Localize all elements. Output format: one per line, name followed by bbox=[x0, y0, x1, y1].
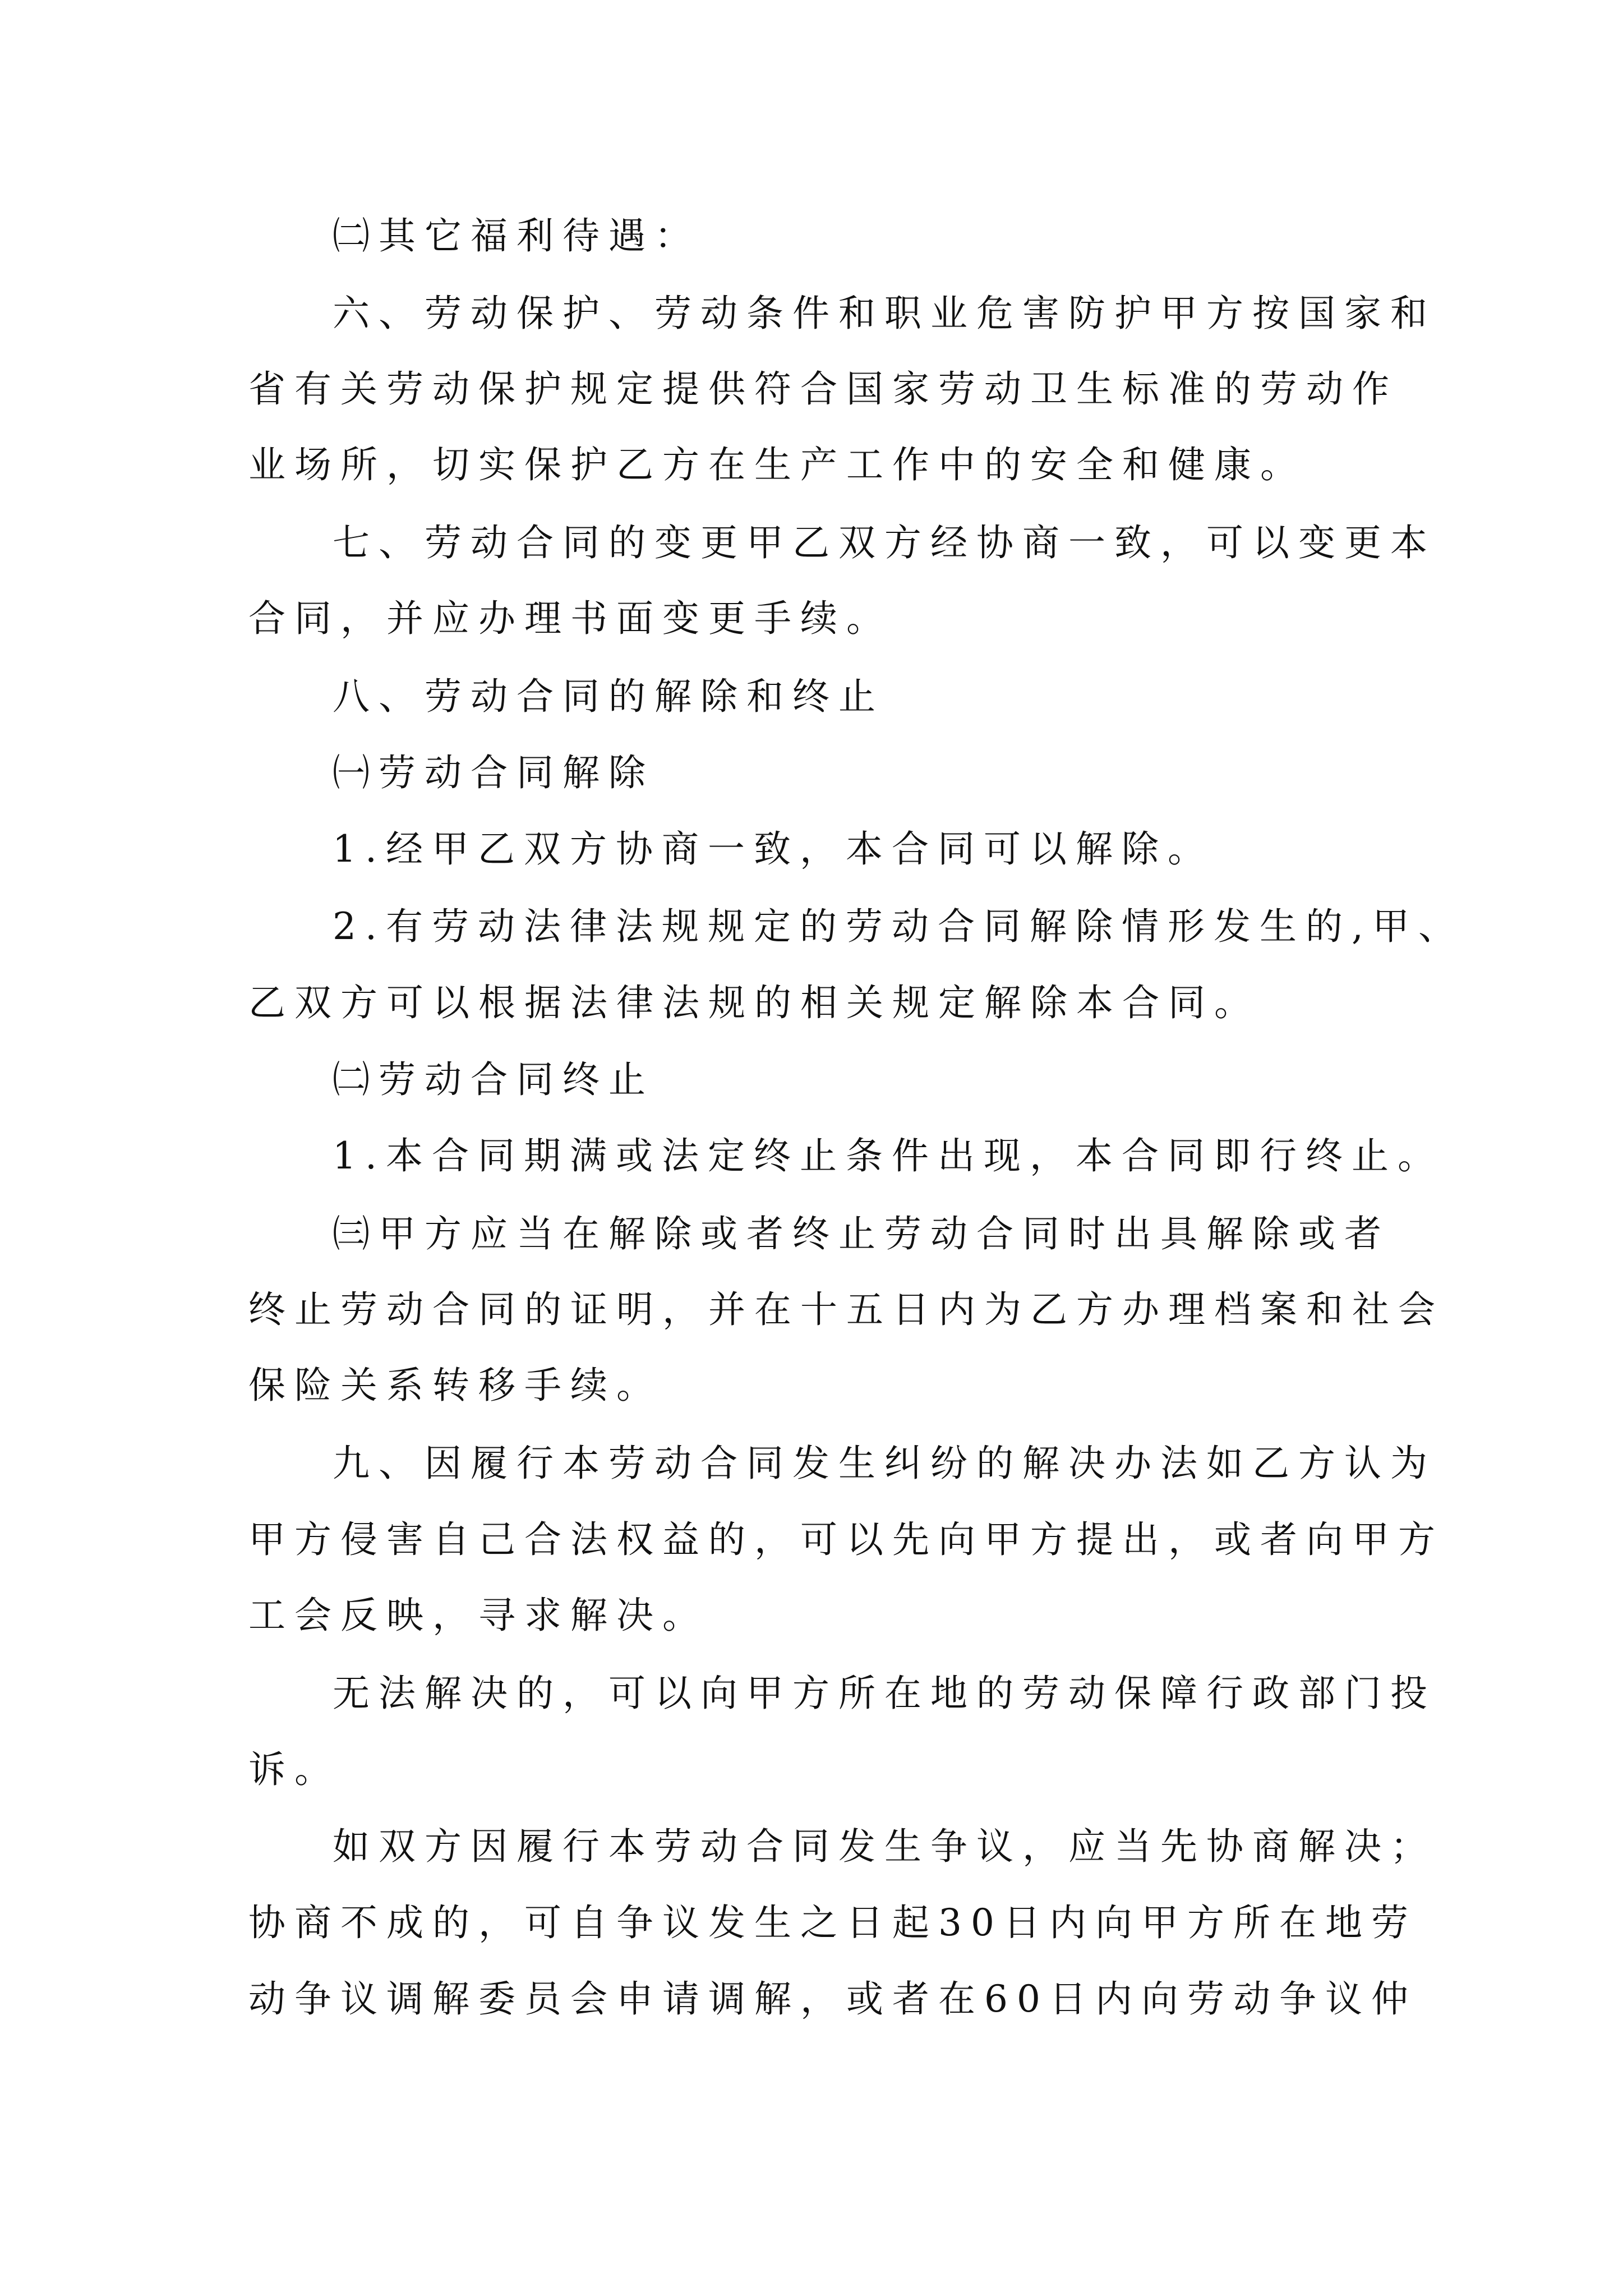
text-line-16: 保险关系转移手续。 bbox=[248, 1364, 662, 1407]
text-line-10: 2.有劳动法律法规规定的劳动合同解除情形发生的,甲、 bbox=[333, 905, 1464, 948]
text-line-6: 合同，并应办理书面变更手续。 bbox=[248, 597, 892, 640]
text-line-17: 九、因履行本劳动合同发生纠纷的解决办法如乙方认为 bbox=[333, 1442, 1436, 1485]
text-line-12: ㈡劳动合同终止 bbox=[333, 1058, 654, 1101]
text-line-21: 诉。 bbox=[248, 1748, 340, 1791]
text-line-24: 动争议调解委员会申请调解，或者在60日内向劳动争议仲 bbox=[248, 1977, 1417, 2021]
text-line-15: 终止劳动合同的证明，并在十五日内为乙方办理档案和社会 bbox=[248, 1288, 1444, 1331]
text-line-5: 七、劳动合同的变更甲乙双方经协商一致，可以变更本 bbox=[333, 521, 1436, 564]
text-line-4: 业场所，切实保护乙方在生产工作中的安全和健康。 bbox=[248, 443, 1306, 486]
text-line-3: 省有关劳动保护规定提供符合国家劳动卫生标准的劳动作 bbox=[248, 367, 1398, 411]
text-line-20: 无法解决的，可以向甲方所在地的劳动保障行政部门投 bbox=[333, 1672, 1436, 1715]
text-line-7: 八、劳动合同的解除和终止 bbox=[333, 675, 884, 718]
text-line-13: 1.本合同期满或法定终止条件出现，本合同即行终止。 bbox=[333, 1134, 1444, 1177]
text-line-18: 甲方侵害自己合法权益的，可以先向甲方提出，或者向甲方 bbox=[248, 1518, 1444, 1561]
text-line-8: ㈠劳动合同解除 bbox=[333, 751, 654, 794]
text-line-9: 1.经甲乙双方协商一致，本合同可以解除。 bbox=[333, 827, 1214, 871]
text-line-22: 如双方因履行本劳动合同发生争议，应当先协商解决； bbox=[333, 1825, 1436, 1868]
text-line-19: 工会反映，寻求解决。 bbox=[248, 1594, 708, 1637]
text-line-2: 六、劳动保护、劳动条件和职业危害防护甲方按国家和 bbox=[333, 292, 1436, 335]
text-line-23: 协商不成的，可自争议发生之日起30日内向甲方所在地劳 bbox=[248, 1901, 1417, 1944]
text-line-14: ㈢甲方应当在解除或者终止劳动合同时出具解除或者 bbox=[333, 1212, 1390, 1255]
text-line-11: 乙双方可以根据法律法规的相关规定解除本合同。 bbox=[248, 981, 1260, 1024]
text-line-1: ㈡其它福利待遇： bbox=[333, 214, 700, 257]
